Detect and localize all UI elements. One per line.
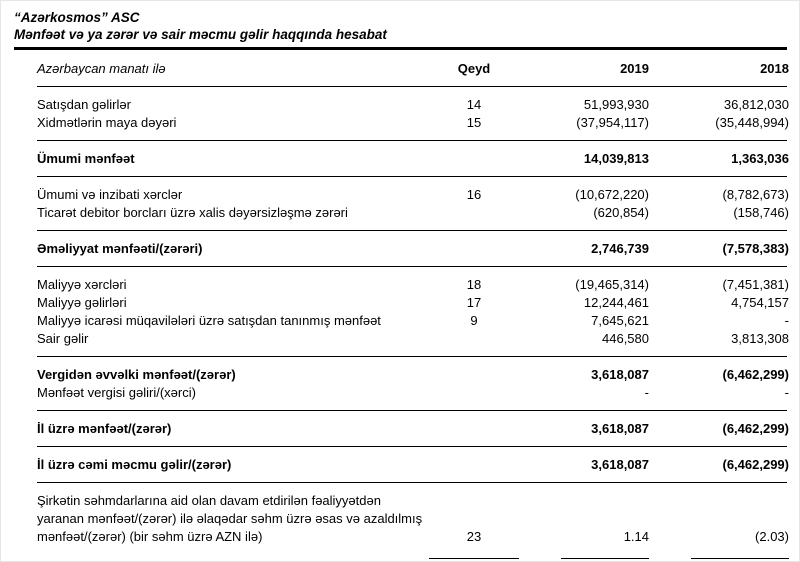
- row-value-2019: 7,645,621: [591, 313, 649, 328]
- row-value-2018: 36,812,030: [723, 97, 789, 112]
- row-value-2019: 446,580: [602, 331, 649, 346]
- divider: [37, 446, 787, 447]
- row-value-2019: (10,672,220): [575, 187, 649, 202]
- row-label: İl üzrə mənfəət/(zərər): [37, 421, 172, 436]
- table-row: [37, 312, 787, 330]
- table-row: [37, 150, 787, 168]
- row-label: Sair gəlir: [37, 331, 89, 346]
- row-value-2018: (7,578,383): [722, 241, 789, 256]
- row-note: [429, 330, 519, 348]
- divider: [561, 558, 649, 559]
- row-value-2018: (2.03): [755, 529, 789, 544]
- note-column-header: Qeyd: [457, 61, 491, 76]
- row-value-2019: 3,618,087: [591, 367, 649, 382]
- row-label: Maliyyə icarəsi müqavilələri üzrə satışdan tanınmış mənfəət: [37, 313, 381, 328]
- row-value-2018: 4,754,157: [731, 295, 789, 310]
- row-value-2018: (35,448,994): [715, 115, 789, 130]
- table-row: [37, 492, 787, 546]
- row-value-2018: (158,746): [733, 205, 789, 220]
- row-label: Ümumi və inzibati xərclər: [37, 187, 183, 202]
- divider: [429, 558, 519, 559]
- row-label: Əməliyyat mənfəəti/(zərəri): [37, 241, 203, 256]
- table-row: [37, 204, 787, 222]
- row-note: 9: [470, 313, 478, 328]
- row-note: [429, 366, 519, 384]
- row-value-2018: (6,462,299): [722, 421, 789, 436]
- row-note: [429, 240, 519, 258]
- row-label: İl üzrə cəmi məcmu gəlir/(zərər): [37, 457, 232, 472]
- income-statement-table: [37, 60, 787, 559]
- row-value-2019: (620,854): [593, 205, 649, 220]
- divider: [37, 86, 787, 87]
- row-note: 23: [466, 529, 482, 544]
- row-value-2019: 12,244,461: [583, 295, 649, 310]
- row-value-2018: -: [784, 385, 789, 400]
- divider: [37, 410, 787, 411]
- row-value-2018: 3,813,308: [731, 331, 789, 346]
- table-row: [37, 420, 787, 438]
- company-name: “Azərkosmos” ASC: [14, 10, 140, 25]
- row-value-2019: 2,746,739: [591, 241, 649, 256]
- row-value-2019: -: [644, 385, 649, 400]
- row-note: 16: [466, 187, 482, 202]
- row-label: Ümumi mənfəət: [37, 151, 135, 166]
- row-value-2019: (19,465,314): [575, 277, 649, 292]
- row-value-2018: (6,462,299): [722, 367, 789, 382]
- row-value-2019: 3,618,087: [591, 421, 649, 436]
- row-value-2018: (7,451,381): [722, 277, 789, 292]
- row-note: [429, 384, 519, 402]
- table-row: [37, 240, 787, 258]
- row-value-2018: (8,782,673): [722, 187, 789, 202]
- table-row: [37, 456, 787, 474]
- row-label: Maliyyə gəlirləri: [37, 295, 127, 310]
- bottom-divider-row: [37, 558, 787, 559]
- table-row: [37, 114, 787, 132]
- bottom-divider-spacer: [37, 558, 429, 559]
- divider: [37, 140, 787, 141]
- row-value-2019: 51,993,930: [583, 97, 649, 112]
- column-header-row: [37, 60, 787, 78]
- row-label: Satışdan gəlirlər: [37, 97, 131, 112]
- divider: [37, 176, 787, 177]
- row-value-2019: 3,618,087: [591, 457, 649, 472]
- row-note: [429, 150, 519, 168]
- year-2019-header: 2019: [620, 61, 649, 76]
- row-note: [429, 456, 519, 474]
- row-label: Mənfəət vergisi gəliri/(xərci): [37, 385, 196, 400]
- row-note: [429, 204, 519, 222]
- currency-note-header: Azərbaycan manatı ilə: [37, 61, 166, 76]
- row-value-2018: (6,462,299): [722, 457, 789, 472]
- table-row: [37, 366, 787, 384]
- row-value-2019: 14,039,813: [583, 151, 649, 166]
- header-divider: [14, 47, 787, 50]
- row-label: Vergidən əvvəlki mənfəət/(zərər): [37, 367, 236, 382]
- year-2018-header: 2018: [760, 61, 789, 76]
- row-note: 14: [466, 97, 482, 112]
- divider: [37, 356, 787, 357]
- row-value-2019: (37,954,117): [576, 115, 649, 130]
- report-title: Mənfəət və ya zərər və sair məcmu gəlir haqqında hesabat: [14, 27, 387, 42]
- divider: [37, 482, 787, 483]
- row-value-2018: 1,363,036: [731, 151, 789, 166]
- row-note: 15: [466, 115, 482, 130]
- table-row: [37, 294, 787, 312]
- row-label: Şirkətin səhmdarlarına aid olan davam etdirilən fəaliyyətdən yaranan mənfəət/(zərər) ilə əlaqədar səhm üzrə əsas və azaldılmış mənfəət/(zərər) (bir səhm üzrə AZN ilə): [37, 493, 423, 544]
- table-row: [37, 276, 787, 294]
- document-header: [14, 9, 787, 43]
- table-row: [37, 186, 787, 204]
- row-value-2018: -: [784, 313, 789, 328]
- row-label: Maliyyə xərcləri: [37, 277, 127, 292]
- row-note: [429, 420, 519, 438]
- divider: [37, 230, 787, 231]
- divider: [37, 266, 787, 267]
- row-value-2019: 1.14: [623, 529, 649, 544]
- table-row: [37, 330, 787, 348]
- row-label: Ticarət debitor borcları üzrə xalis dəyərsizləşmə zərəri: [37, 205, 348, 220]
- table-row: [37, 96, 787, 114]
- table-row: [37, 384, 787, 402]
- divider: [691, 558, 789, 559]
- row-label: Xidmətlərin maya dəyəri: [37, 115, 177, 130]
- row-note: 18: [466, 277, 482, 292]
- row-note: 17: [466, 295, 482, 310]
